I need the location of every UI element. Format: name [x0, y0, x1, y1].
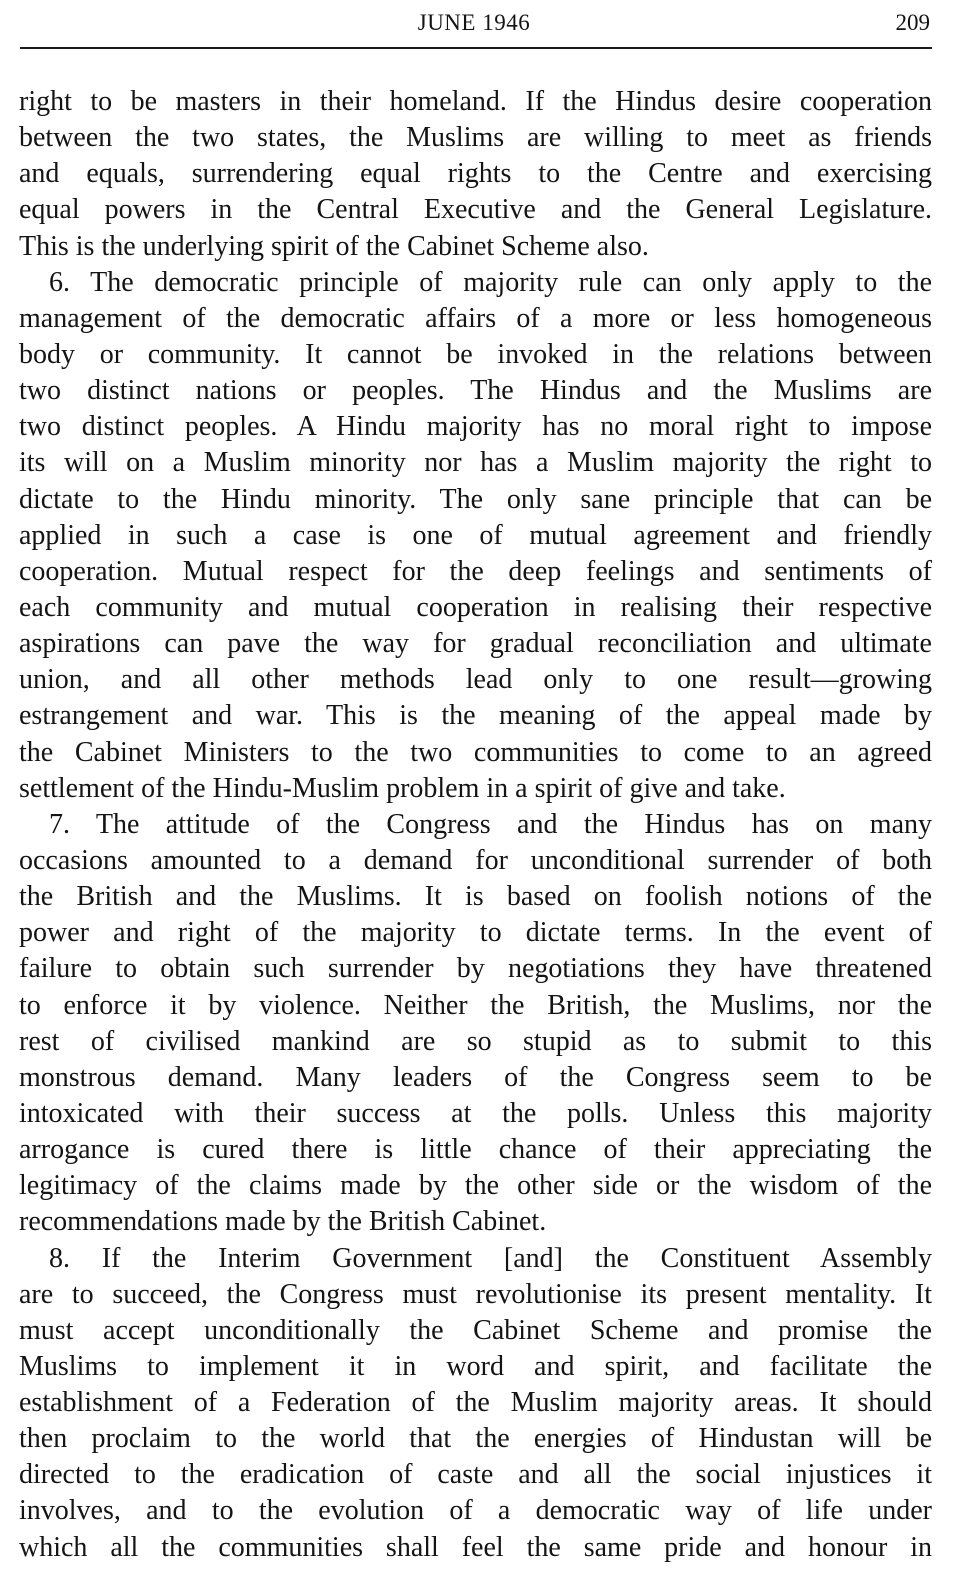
body-text [19, 84, 932, 1566]
text-line: applied in such a case is one of mutual agreement and friendly [19, 519, 932, 551]
text-line: right to be masters in their homeland. If the Hindus desire cooperation [19, 86, 932, 117]
text-line: two distinct nations or peoples. The Hindus and the Muslims are [19, 375, 932, 407]
text-line: and equals, surrendering equal rights to the Centre and exercising [19, 158, 932, 190]
text-line: 7. The attitude of the Congress and the Hindus has on many [49, 808, 932, 840]
text-line: the Cabinet Ministers to the two communities to come to an agreed [19, 736, 932, 768]
text-line: estrangement and war. This is the meaning of the appeal made by [19, 700, 932, 732]
text-line: between the two states, the Muslims are willing to meet as friends [19, 122, 932, 154]
text-line: legitimacy of the claims made by the other side or the wisdom of the [19, 1170, 932, 1202]
text-line: its will on a Muslim minority nor has a Muslim majority the right to [19, 447, 932, 479]
header-rule [20, 47, 932, 49]
text-line: establishment of a Federation of the Muslim majority areas. It should [19, 1387, 932, 1419]
text-line: recommendations made by the British Cabinet. [19, 1206, 547, 1238]
text-line: management of the democratic affairs of a more or less homogeneous [19, 302, 932, 334]
page-number: 209 [895, 10, 930, 35]
text-line: equal powers in the Central Executive and the General Legislature. [19, 194, 932, 226]
text-line: power and right of the majority to dictate terms. In the event of [19, 917, 932, 949]
text-line: are to succeed, the Congress must revolutionise its present mentality. It [19, 1278, 932, 1310]
text-line: two distinct peoples. A Hindu majority has no moral right to impose [19, 411, 932, 443]
text-line: must accept unconditionally the Cabinet Scheme and promise the [19, 1314, 932, 1346]
running-head [20, 6, 928, 40]
text-line: occasions amounted to a demand for unconditional surrender of both [19, 844, 932, 876]
text-line: the British and the Muslims. It is based on foolish notions of the [19, 881, 932, 913]
text-line: then proclaim to the world that the energies of Hindustan will be [19, 1423, 932, 1455]
text-line: intoxicated with their success at the polls. Unless this majority [19, 1097, 932, 1129]
text-line: cooperation. Mutual respect for the deep feelings and sentiments of [19, 555, 932, 587]
text-line: body or community. It cannot be invoked in the relations between [19, 338, 932, 370]
text-line: monstrous demand. Many leaders of the Congress seem to be [19, 1061, 932, 1093]
text-line: to enforce it by violence. Neither the British, the Muslims, nor the [19, 989, 932, 1021]
text-line: each community and mutual cooperation in realising their respective [19, 591, 932, 623]
text-line: aspirations can pave the way for gradual reconciliation and ultimate [19, 628, 932, 660]
text-line: settlement of the Hindu-Muslim problem in a spirit of give and take. [19, 772, 786, 804]
text-line: 8. If the Interim Government [and] the Constituent Assembly [49, 1242, 932, 1274]
text-line: dictate to the Hindu minority. The only sane principle that can be [19, 483, 932, 515]
text-line: union, and all other methods lead only to one result—growing [19, 664, 932, 696]
text-line: involves, and to the evolution of a democratic way of life under [19, 1495, 932, 1527]
running-title: JUNE 1946 [417, 10, 531, 35]
text-line: Muslims to implement it in word and spirit, and facilitate the [19, 1350, 932, 1382]
text-line: arrogance is cured there is little chance of their appreciating the [19, 1134, 932, 1166]
text-line: failure to obtain such surrender by negotiations they have threatened [19, 953, 932, 985]
text-line: directed to the eradication of caste and all the social injustices it [19, 1459, 932, 1491]
text-line: 6. The democratic principle of majority rule can only apply to the [49, 266, 932, 298]
text-line: which all the communities shall feel the same pride and honour in [19, 1531, 932, 1563]
text-line: rest of civilised mankind are so stupid as to submit to this [19, 1025, 932, 1057]
text-line: This is the underlying spirit of the Cabinet Scheme also. [19, 230, 649, 262]
